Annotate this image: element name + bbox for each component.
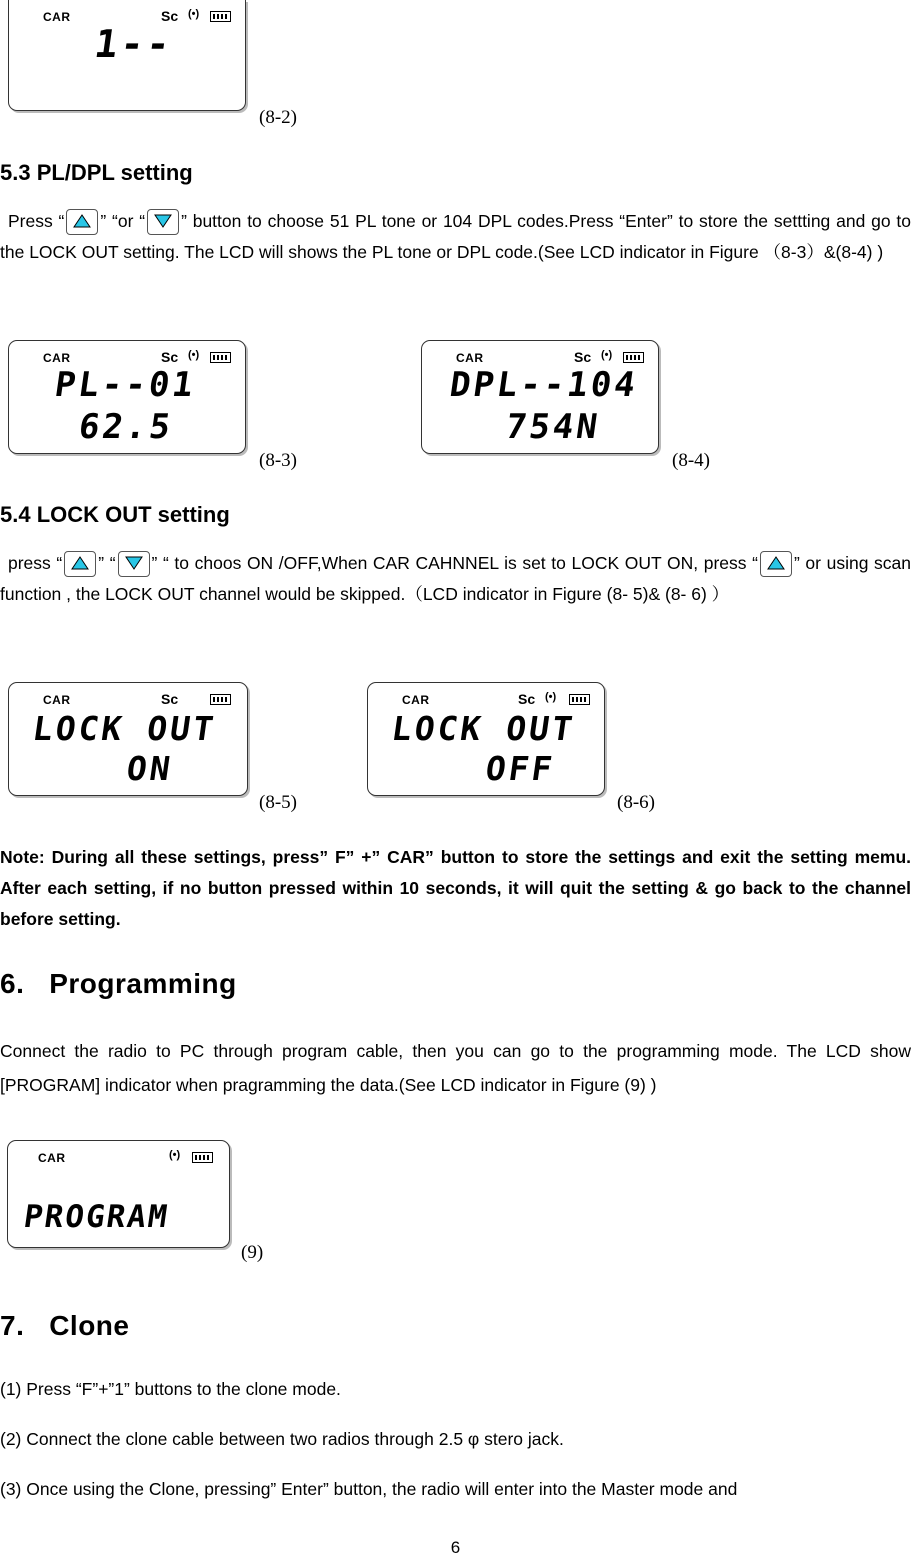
lcd-scan-indicator: Sc xyxy=(161,349,179,365)
up-arrow-button[interactable] xyxy=(760,551,792,577)
battery-icon xyxy=(210,352,231,363)
clone-step-1: (1) Press “F”+”1” buttons to the clone mode. xyxy=(0,1379,341,1399)
battery-icon xyxy=(210,694,231,705)
lcd-figure-8-6 xyxy=(367,682,605,796)
lcd-line-2: 62.5 xyxy=(76,407,176,447)
text-run: ” “ to choos ON /OFF,When CAR CAHNNEL is set to LOCK OUT ON, press “ xyxy=(151,553,758,573)
up-arrow-icon xyxy=(71,556,89,570)
battery-icon xyxy=(192,1152,213,1163)
figure-caption: (8-6) xyxy=(617,792,655,813)
section-heading-5-4: 5.4 LOCK OUT setting xyxy=(0,502,230,527)
figure-caption: (8-5) xyxy=(259,792,297,813)
text-run: Press “ xyxy=(8,211,65,231)
lcd-scan-indicator: Sc xyxy=(574,349,592,365)
up-arrow-button[interactable] xyxy=(66,209,98,235)
up-arrow-button[interactable] xyxy=(64,551,96,577)
figure-caption: (8-2) xyxy=(259,107,297,128)
settings-note: Note: During all these settings, press” F” +” CAR” button to store the settings and exit the setting memu. After each setting, if no button pressed within 10 seconds, it will quit the setting & go back to the channel before setting. xyxy=(0,847,911,929)
lcd-car-label: CAR xyxy=(43,10,71,24)
signal-icon: (•) xyxy=(545,691,557,703)
lcd-figure-8-2 xyxy=(8,0,246,111)
signal-icon: (•) xyxy=(188,349,200,361)
up-arrow-icon xyxy=(73,214,91,228)
battery-icon xyxy=(569,694,590,705)
section-heading-7: 7. Clone xyxy=(0,1310,130,1341)
text-run: ” “or “ xyxy=(100,211,146,231)
text-run: press “ xyxy=(8,553,63,573)
lcd-line-2: 754N xyxy=(503,407,603,447)
clone-step-3: (3) Once using the Clone, pressing” Enter” button, the radio will enter into the Master mode and xyxy=(0,1479,738,1499)
lcd-scan-indicator: Sc xyxy=(161,691,179,707)
paragraph-5-4 xyxy=(0,548,911,610)
lcd-car-label: CAR xyxy=(43,693,71,707)
text-run: ” or using scan function , the LOCK OUT channel would be skipped.（LCD indicator in Figure (8- 5)& (8- 6) ） xyxy=(0,553,911,604)
battery-icon xyxy=(623,352,644,363)
lcd-scan-indicator: Sc xyxy=(161,8,179,24)
figure-caption: (8-3) xyxy=(259,450,297,471)
lcd-line-1: PROGRAM xyxy=(21,1199,172,1235)
lcd-car-label: CAR xyxy=(456,351,484,365)
battery-icon xyxy=(210,11,231,22)
signal-icon: (•) xyxy=(169,1149,181,1161)
down-arrow-button[interactable] xyxy=(118,551,150,577)
section-heading-5-3: 5.3 PL/DPL setting xyxy=(0,160,193,185)
lcd-figure-8-4 xyxy=(421,340,659,454)
signal-icon: (•) xyxy=(188,8,200,20)
lcd-line-2: OFF xyxy=(483,749,558,788)
paragraph-6: Connect the radio to PC through program cable, then you can go to the programming mode. The LCD show [PROGRAM] indicator when pragramming the data.(See LCD indicator in Figure (9) ) xyxy=(0,1041,911,1095)
lcd-figure-8-5 xyxy=(8,682,248,796)
lcd-line-1: PL--01 xyxy=(52,365,199,405)
lcd-car-label: CAR xyxy=(43,351,71,365)
lcd-figure-8-3 xyxy=(8,340,246,454)
up-arrow-icon xyxy=(767,556,785,570)
section-heading-6: 6. Programming xyxy=(0,968,237,999)
lcd-figure-9 xyxy=(7,1140,230,1248)
signal-icon: (•) xyxy=(601,349,613,361)
clone-step-2: (2) Connect the clone cable between two radios through 2.5 φ stero jack. xyxy=(0,1429,564,1449)
lcd-line-1: LOCK OUT xyxy=(389,709,578,748)
lcd-line-1: DPL--104 xyxy=(447,365,641,405)
figure-caption: (9) xyxy=(241,1242,264,1263)
figure-caption: (8-4) xyxy=(672,450,710,471)
lcd-car-label: CAR xyxy=(38,1151,66,1165)
down-arrow-button[interactable] xyxy=(147,209,179,235)
down-arrow-icon xyxy=(125,556,143,570)
down-arrow-icon xyxy=(154,214,172,228)
text-run: ” “ xyxy=(98,553,116,573)
paragraph-5-3 xyxy=(0,206,911,268)
lcd-line-1: 1-- xyxy=(91,22,176,66)
lcd-line-2: ON xyxy=(124,749,176,788)
lcd-scan-indicator: Sc xyxy=(518,691,536,707)
page-number: 6 xyxy=(450,1538,461,1557)
text-run: ” button to choose 51 PL tone or 104 DPL codes.Press “Enter” to store the settting and go to the LOCK OUT setting. The LCD will shows the PL tone or DPL code.(See LCD indicator in Figure （8-3）&(8-4) ) xyxy=(0,211,911,262)
lcd-car-label: CAR xyxy=(402,693,430,707)
lcd-line-1: LOCK OUT xyxy=(30,709,219,748)
